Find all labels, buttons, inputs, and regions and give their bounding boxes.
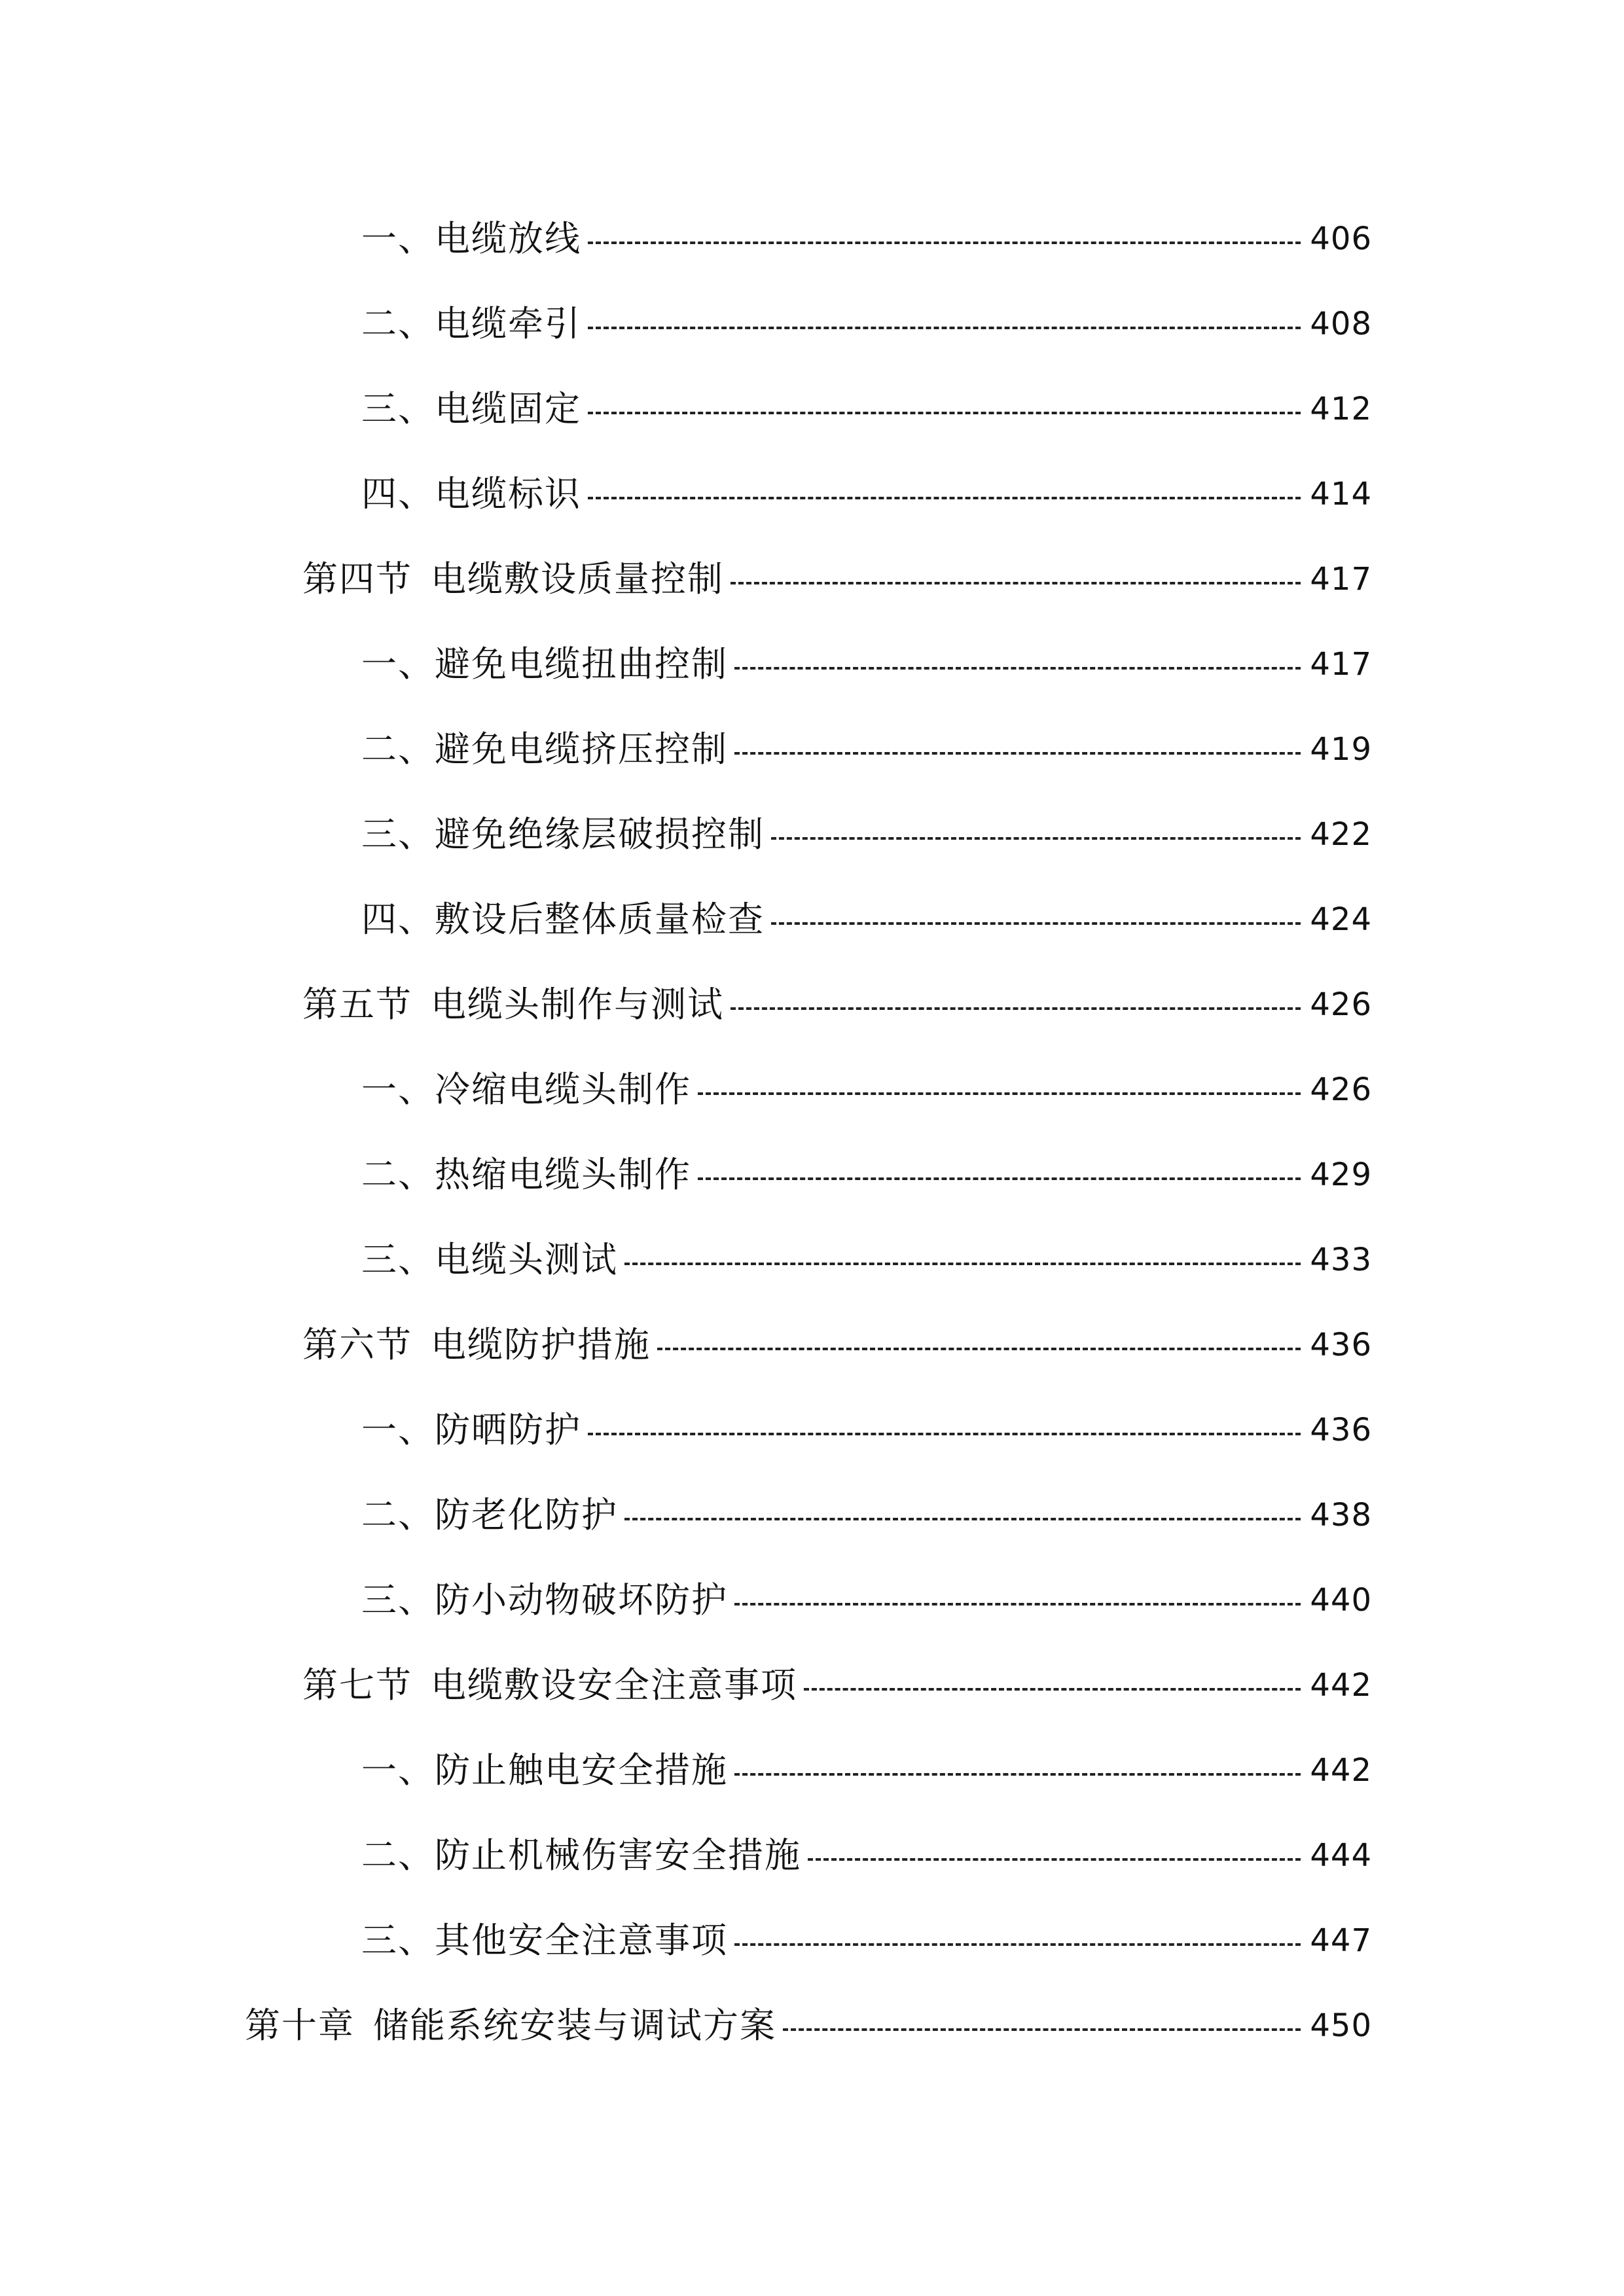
toc-entry[interactable] <box>361 1234 1372 1286</box>
toc-entry-text: 电缆防护措施 <box>431 1324 651 1365</box>
toc-entry-prefix: 一、 <box>361 1069 435 1110</box>
toc-entry-prefix: 三、 <box>361 388 435 429</box>
toc-entry-text: 电缆标识 <box>435 473 581 514</box>
toc-page-number: 450 <box>1310 2007 1372 2044</box>
dotted-leader <box>804 1688 1301 1691</box>
toc-entry-text: 防晒防护 <box>435 1409 581 1450</box>
dotted-leader <box>734 1603 1301 1605</box>
toc-entry-title <box>361 1914 728 1967</box>
toc-entry-text: 避免绝缘层破损控制 <box>435 814 765 855</box>
toc-entry[interactable] <box>361 1149 1372 1201</box>
toc-entry-text: 电缆头测试 <box>435 1239 618 1280</box>
dotted-leader <box>771 837 1301 840</box>
toc-entry[interactable] <box>361 723 1372 776</box>
toc-entry-title <box>361 1744 728 1797</box>
toc-entry[interactable] <box>361 1574 1372 1626</box>
toc-entry-prefix: 三、 <box>361 1920 435 1961</box>
toc-entry-chapter[interactable] <box>245 2000 1372 2052</box>
toc-entry-prefix: 三、 <box>361 814 435 855</box>
toc-entry[interactable] <box>361 1404 1372 1456</box>
toc-page-number: 422 <box>1310 816 1372 853</box>
toc-entry[interactable] <box>361 1489 1372 1541</box>
toc-entry-title <box>361 1489 618 1541</box>
toc-entry[interactable] <box>361 893 1372 946</box>
toc-entry-prefix: 第五节 <box>302 984 412 1025</box>
toc-entry-text: 热缩电缆头制作 <box>435 1154 691 1195</box>
toc-entry-prefix: 二、 <box>361 1835 435 1876</box>
toc-entry[interactable] <box>361 213 1372 265</box>
toc-entry-text: 防止触电安全措施 <box>435 1749 728 1791</box>
toc-entry-prefix: 四、 <box>361 473 435 514</box>
toc-entry-section[interactable] <box>302 1319 1372 1371</box>
dotted-leader <box>588 497 1301 499</box>
toc-entry-text: 防老化防护 <box>435 1494 618 1535</box>
toc-entry-prefix: 第四节 <box>302 558 412 600</box>
toc-entry-prefix: 第十章 <box>245 2005 355 2046</box>
toc-entry-title <box>361 1149 691 1201</box>
toc-page-number: 426 <box>1310 986 1372 1023</box>
toc-entry-prefix: 一、 <box>361 643 435 685</box>
toc-entry-text: 防小动物破坏防护 <box>435 1579 728 1621</box>
toc-entry-text: 电缆牵引 <box>435 303 581 344</box>
toc-entry-text: 电缆敷设质量控制 <box>431 558 724 600</box>
toc-page-number: 424 <box>1310 901 1372 938</box>
toc-entry-section[interactable] <box>302 553 1372 605</box>
toc-entry-title <box>302 1319 651 1371</box>
toc-entry-title <box>361 1234 618 1286</box>
dotted-leader <box>698 1177 1301 1180</box>
toc-entry[interactable] <box>361 1064 1372 1116</box>
toc-entry-title <box>361 1064 691 1116</box>
toc-entry-section[interactable] <box>302 978 1372 1031</box>
toc-entry[interactable] <box>361 638 1372 691</box>
dotted-leader <box>624 1518 1301 1520</box>
toc-entry-title <box>361 468 581 520</box>
toc-page-number: 414 <box>1310 476 1372 512</box>
toc-page-number: 408 <box>1310 306 1372 342</box>
dotted-leader <box>731 582 1301 584</box>
dotted-leader <box>808 1858 1301 1861</box>
dotted-leader <box>783 2028 1301 2031</box>
toc-entry-title <box>361 1829 801 1882</box>
dotted-leader <box>657 1348 1301 1350</box>
toc-page-number: 433 <box>1310 1242 1372 1278</box>
toc-page-number: 442 <box>1310 1752 1372 1789</box>
toc-entry-title <box>361 213 581 265</box>
toc-page-number: 436 <box>1310 1327 1372 1363</box>
toc-entry-text: 储能系统安装与调试方案 <box>373 2005 776 2046</box>
toc-page-number: 419 <box>1310 731 1372 768</box>
dotted-leader <box>734 667 1301 670</box>
toc-entry-text: 避免电缆挤压控制 <box>435 728 728 770</box>
toc-entry-section[interactable] <box>302 1659 1372 1712</box>
toc-page-number: 444 <box>1310 1837 1372 1874</box>
toc-entry[interactable] <box>361 298 1372 350</box>
toc-entry-title <box>245 2000 776 2052</box>
toc-entry-prefix: 第七节 <box>302 1664 412 1706</box>
toc-entry-text: 电缆头制作与测试 <box>431 984 724 1025</box>
toc-page-number: 429 <box>1310 1157 1372 1193</box>
toc-entry-prefix: 一、 <box>361 1749 435 1791</box>
toc-entry-text: 电缆敷设安全注意事项 <box>431 1664 797 1706</box>
toc-entry-text: 避免电缆扭曲控制 <box>435 643 728 685</box>
toc-entry-text: 防止机械伤害安全措施 <box>435 1835 801 1876</box>
toc-entry-prefix: 二、 <box>361 1494 435 1535</box>
toc-entry[interactable] <box>361 1914 1372 1967</box>
toc-entry-title <box>361 383 581 435</box>
toc-entry[interactable] <box>361 1744 1372 1797</box>
toc-entry[interactable] <box>361 808 1372 861</box>
toc-entry-text: 其他安全注意事项 <box>435 1920 728 1961</box>
dotted-leader <box>731 1007 1301 1010</box>
dotted-leader <box>734 1773 1301 1776</box>
dotted-leader <box>588 242 1301 244</box>
toc-page-number: 442 <box>1310 1667 1372 1704</box>
toc-entry-title <box>302 1659 797 1712</box>
toc-entry-prefix: 三、 <box>361 1579 435 1621</box>
toc-page-number: 417 <box>1310 561 1372 598</box>
dotted-leader <box>624 1263 1301 1265</box>
toc-entry-prefix: 四、 <box>361 899 435 940</box>
toc-entry-text: 电缆放线 <box>435 218 581 259</box>
toc-entry-text: 敷设后整体质量检查 <box>435 899 765 940</box>
dotted-leader <box>734 752 1301 755</box>
toc-entry[interactable] <box>361 383 1372 435</box>
toc-entry-text: 冷缩电缆头制作 <box>435 1069 691 1110</box>
toc-entry-title <box>361 1404 581 1456</box>
toc-entry-title <box>361 298 581 350</box>
toc-page-number: 447 <box>1310 1922 1372 1959</box>
dotted-leader <box>771 922 1301 925</box>
toc-page-number: 426 <box>1310 1071 1372 1108</box>
toc-entry-title <box>302 978 724 1031</box>
toc-entry-title <box>361 893 765 946</box>
toc-entry-prefix: 二、 <box>361 1154 435 1195</box>
toc-entry[interactable] <box>361 468 1372 520</box>
dotted-leader <box>734 1943 1301 1946</box>
toc-entry-prefix: 一、 <box>361 1409 435 1450</box>
dotted-leader <box>698 1092 1301 1095</box>
toc-entry-title <box>361 808 765 861</box>
toc-page-number: 440 <box>1310 1582 1372 1619</box>
toc-entry-title <box>361 1574 728 1626</box>
toc-entry[interactable] <box>361 1829 1372 1882</box>
dotted-leader <box>588 1433 1301 1435</box>
toc-page-number: 417 <box>1310 646 1372 683</box>
dotted-leader <box>588 412 1301 414</box>
toc-entry-prefix: 第六节 <box>302 1324 412 1365</box>
toc-page-number: 436 <box>1310 1412 1372 1448</box>
toc-entry-prefix: 二、 <box>361 728 435 770</box>
toc-entry-prefix: 三、 <box>361 1239 435 1280</box>
toc-page-number: 412 <box>1310 391 1372 427</box>
toc-page-number: 406 <box>1310 221 1372 257</box>
toc-entry-text: 电缆固定 <box>435 388 581 429</box>
dotted-leader <box>588 327 1301 329</box>
toc-entry-title <box>361 638 728 691</box>
toc-entry-prefix: 二、 <box>361 303 435 344</box>
toc-entry-title <box>302 553 724 605</box>
toc-entry-title <box>361 723 728 776</box>
toc-entry-prefix: 一、 <box>361 218 435 259</box>
toc-page-number: 438 <box>1310 1497 1372 1534</box>
